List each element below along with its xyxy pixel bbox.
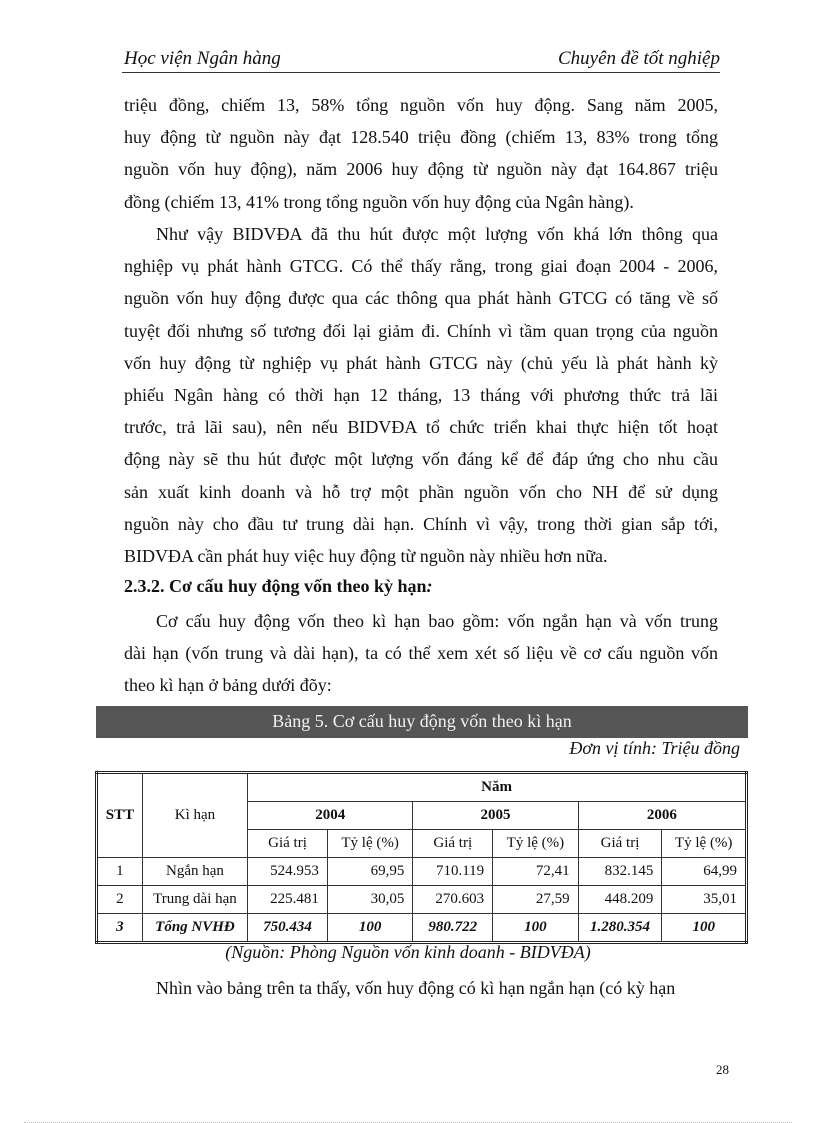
- text-line: nguồn này cho đầu tư trung dài hạn. Chính vì vậy, trong thời gian sắp tới,: [124, 513, 718, 534]
- text-line: nguồn vốn huy động), năm 2006 huy động từ nguồn này đạt 164.867 triệu: [124, 159, 718, 180]
- text-line: đồng (chiếm 13, 41% trong tổng nguồn vốn huy động của Ngân hàng).: [124, 191, 634, 212]
- text-line: dài hạn (vốn trung và dài hạn), ta có thể xem xét số liệu về cơ cấu nguồn vốn: [124, 643, 718, 664]
- text-line: động này sẽ thu hút được một lượng vốn đáng kể để đáp ứng cho nhu cầu: [124, 449, 718, 470]
- section-heading: [124, 576, 433, 597]
- text-line: Cơ cấu huy động vốn theo kì hạn bao gồm: vốn ngắn hạn và vốn trung: [156, 611, 718, 631]
- header-year-2006: 2006: [578, 802, 746, 830]
- cell-value: 710.119: [413, 858, 493, 886]
- row-term: Tổng NVHĐ: [142, 914, 247, 943]
- cell-value: 225.481: [248, 886, 328, 914]
- cell-ratio: 100: [662, 914, 747, 943]
- cell-value: 980.722: [413, 914, 493, 943]
- text-line: phiếu Ngân hàng có thời hạn 12 tháng, 13 tháng với phương thức trả lãi: [124, 385, 718, 406]
- table-title: Bảng 5. Cơ cấu huy động vốn theo kì hạn: [96, 706, 748, 738]
- cell-ratio: 100: [493, 914, 579, 943]
- header-ratio: Tỷ lệ (%): [662, 830, 747, 858]
- text-line: nghiệp vụ phát hành GTCG. Có thể thấy rằng, trong giai đoạn 2004 - 2006,: [124, 256, 718, 277]
- cell-value: 750.434: [248, 914, 328, 943]
- text-line: tuyệt đối nhưng số tương đối lại giảm đi. Chính vì tầm quan trọng của nguồn: [124, 320, 718, 341]
- cell-value: 448.209: [578, 886, 662, 914]
- paragraph-3: [124, 605, 718, 702]
- row-stt: 1: [97, 858, 143, 886]
- text-line: huy động từ nguồn này đạt 128.540 triệu đồng (chiếm 13, 83% trong tổng: [124, 127, 718, 148]
- cell-value: 832.145: [578, 858, 662, 886]
- header-document-type: Chuyên đề tốt nghiệp: [558, 48, 720, 69]
- cell-ratio: 30,05: [327, 886, 413, 914]
- header-value: Giá trị: [248, 830, 328, 858]
- header-year-2004: 2004: [248, 802, 413, 830]
- text-line: nguồn vốn huy động được qua các thông qua phát hành GTCG có tăng về số: [124, 288, 718, 309]
- page-number: 28: [716, 1062, 729, 1077]
- header-institution: Học viện Ngân hàng: [124, 48, 281, 69]
- cell-ratio: 64,99: [662, 858, 747, 886]
- text-line: triệu đồng, chiếm 13, 58% tổng nguồn vốn huy động. Sang năm 2005,: [124, 95, 718, 115]
- row-stt: 3: [97, 914, 143, 943]
- funding-term-table: [95, 771, 748, 944]
- page-header: [122, 48, 720, 73]
- text-line: theo kì hạn ở bảng dưới đõy:: [124, 675, 332, 696]
- section-heading-text: 2.3.2. Cơ cấu huy động vốn theo kỳ hạn: [124, 576, 427, 596]
- text-line: vốn huy động từ nghiệp vụ phát hành GTCG này (chủ yếu là phát hành kỳ: [124, 352, 718, 373]
- table-row: [97, 886, 747, 914]
- cell-value: 524.953: [248, 858, 328, 886]
- table-row: [97, 858, 747, 886]
- cell-ratio: 69,95: [327, 858, 413, 886]
- table-source: (Nguồn: Phòng Nguồn vốn kinh doanh - BIDVĐA): [225, 942, 591, 962]
- cell-ratio: 72,41: [493, 858, 579, 886]
- header-value: Giá trị: [413, 830, 493, 858]
- cell-value: 270.603: [413, 886, 493, 914]
- header-stt: STT: [97, 773, 143, 858]
- cell-ratio: 35,01: [662, 886, 747, 914]
- row-term: Ngắn hạn: [142, 858, 247, 886]
- row-term: Trung dài hạn: [142, 886, 247, 914]
- header-year: Năm: [248, 773, 747, 802]
- text-line: BIDVĐA cần phát huy việc huy động từ nguồn này nhiều hơn nữa.: [124, 546, 608, 567]
- header-term: Kì hạn: [142, 773, 247, 858]
- paragraph-4: Nhìn vào bảng trên ta thấy, vốn huy động có kì hạn ngắn hạn (có kỳ hạn: [156, 978, 676, 998]
- section-heading-colon: :: [426, 576, 433, 596]
- table-unit: Đơn vị tính: Triệu đồng: [569, 738, 740, 758]
- cell-value: 1.280.354: [578, 914, 662, 943]
- text-line: trước, trả lãi sau), nên nếu BIDVĐA tổ chức triển khai thực hiện tốt hoạt: [124, 417, 718, 438]
- table-header-row: [97, 773, 747, 802]
- header-ratio: Tỷ lệ (%): [493, 830, 579, 858]
- table-total-row: [97, 914, 747, 943]
- header-year-2005: 2005: [413, 802, 578, 830]
- row-stt: 2: [97, 886, 143, 914]
- header-ratio: Tỷ lệ (%): [327, 830, 413, 858]
- cell-ratio: 100: [327, 914, 413, 943]
- paragraph-2: [124, 218, 718, 572]
- header-value: Giá trị: [578, 830, 662, 858]
- cell-ratio: 27,59: [493, 886, 579, 914]
- text-line: Như vậy BIDVĐA đã thu hút được một lượng vốn khá lớn thông qua: [156, 224, 718, 244]
- text-line: sản xuất kinh doanh và hỗ trợ một phần nguồn vốn cho NH để sử dụng: [124, 481, 718, 502]
- paragraph-1: [124, 89, 718, 218]
